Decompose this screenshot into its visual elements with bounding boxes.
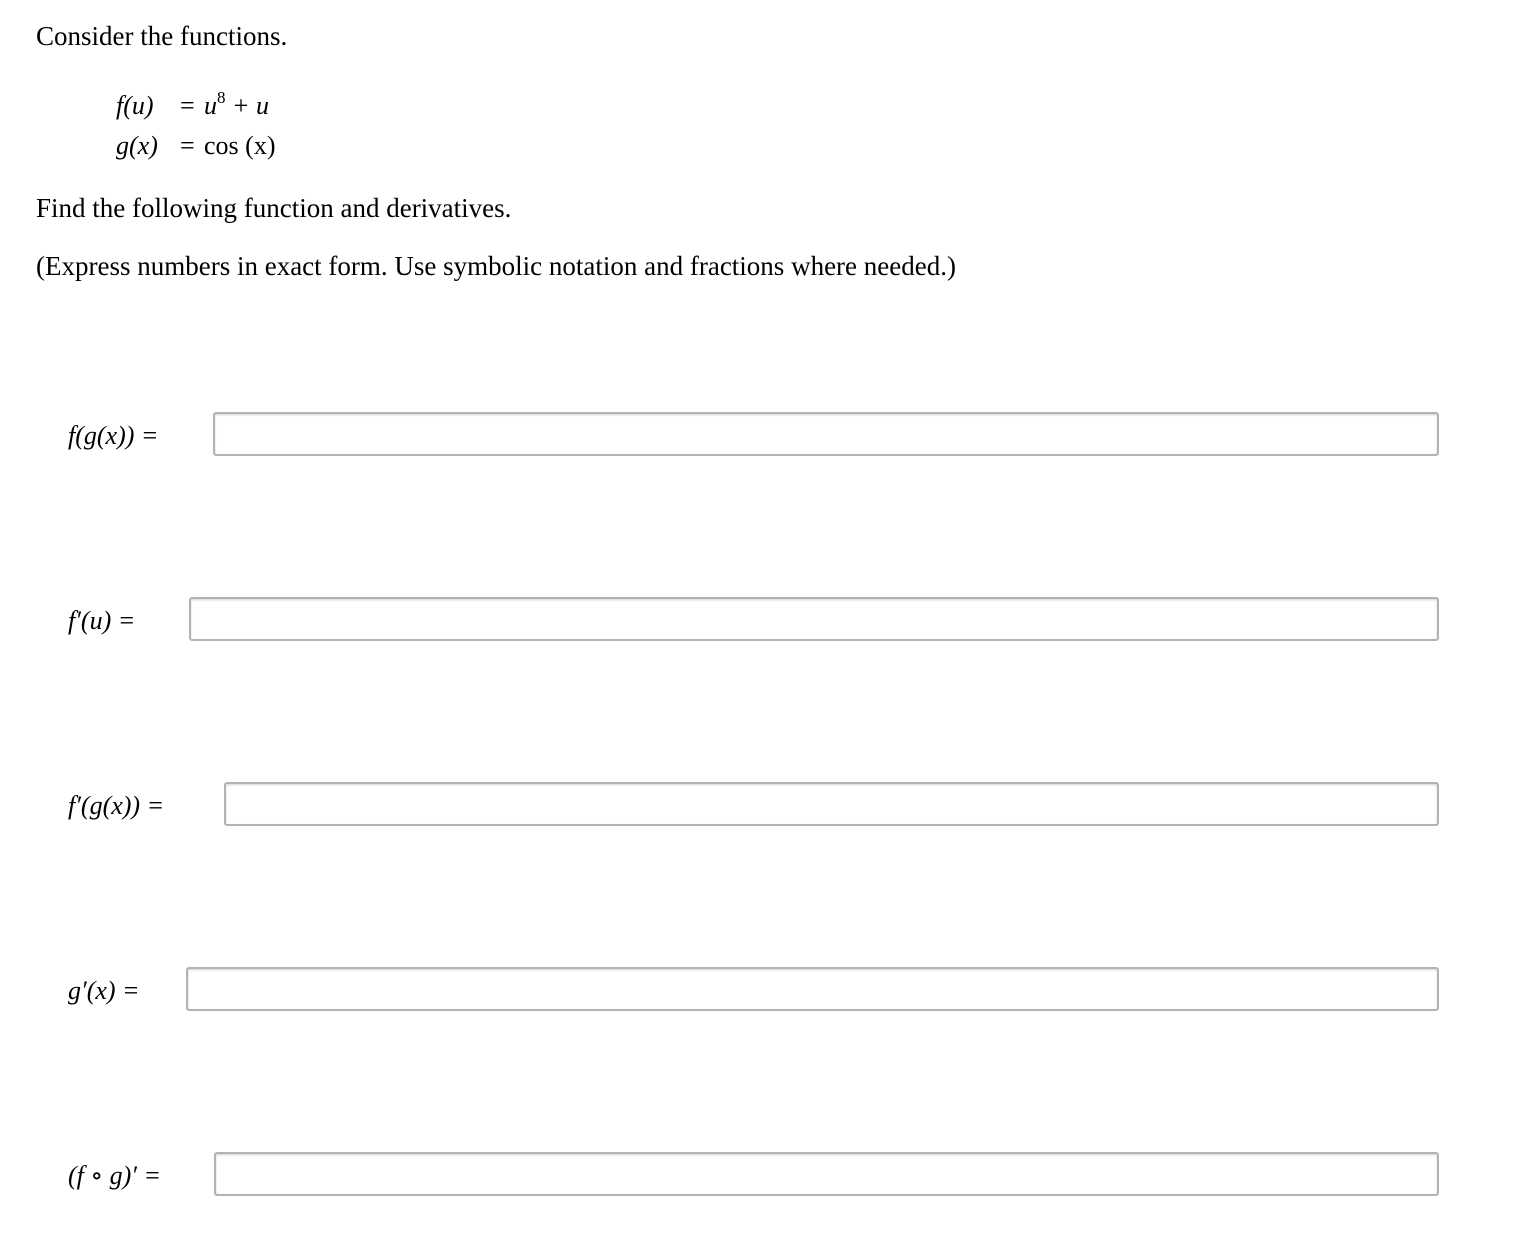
intro-text: Consider the functions. xyxy=(36,21,288,51)
definition-f-equals: = xyxy=(180,91,195,120)
answer-label-g-prime-x: g′(x) = xyxy=(68,976,140,1005)
answer-label-f-prime-g: f′(g(x)) = xyxy=(68,791,165,820)
definition-g-equals: = xyxy=(180,131,195,160)
definition-g-lhs: g(x) xyxy=(116,131,158,160)
definition-f-rhs xyxy=(204,86,269,129)
definition-f-base: u xyxy=(204,91,217,120)
notation-note: (Express numbers in exact form. Use symbolic notation and fractions where needed.) xyxy=(36,251,956,281)
definition-f-lhs: f(u) xyxy=(116,91,154,120)
answer-label-composition-prime: (f ∘ g)′ = xyxy=(68,1161,162,1190)
answer-input-f-prime-g[interactable] xyxy=(224,782,1439,826)
answer-label-f-prime-u: f′(u) = xyxy=(68,606,136,635)
answer-input-f-of-g[interactable] xyxy=(213,412,1439,456)
answer-input-g-prime-x[interactable] xyxy=(186,967,1439,1011)
definition-f-exponent: 8 xyxy=(217,88,226,107)
definition-g-rhs: cos (x) xyxy=(204,131,276,160)
answer-input-f-prime-u[interactable] xyxy=(189,597,1439,641)
answer-label-f-of-g: f(g(x)) = xyxy=(68,421,159,450)
definition-f-tail: + u xyxy=(225,91,270,120)
instruction-text: Find the following function and derivatives. xyxy=(36,193,512,223)
answer-input-composition-prime[interactable] xyxy=(214,1152,1439,1196)
